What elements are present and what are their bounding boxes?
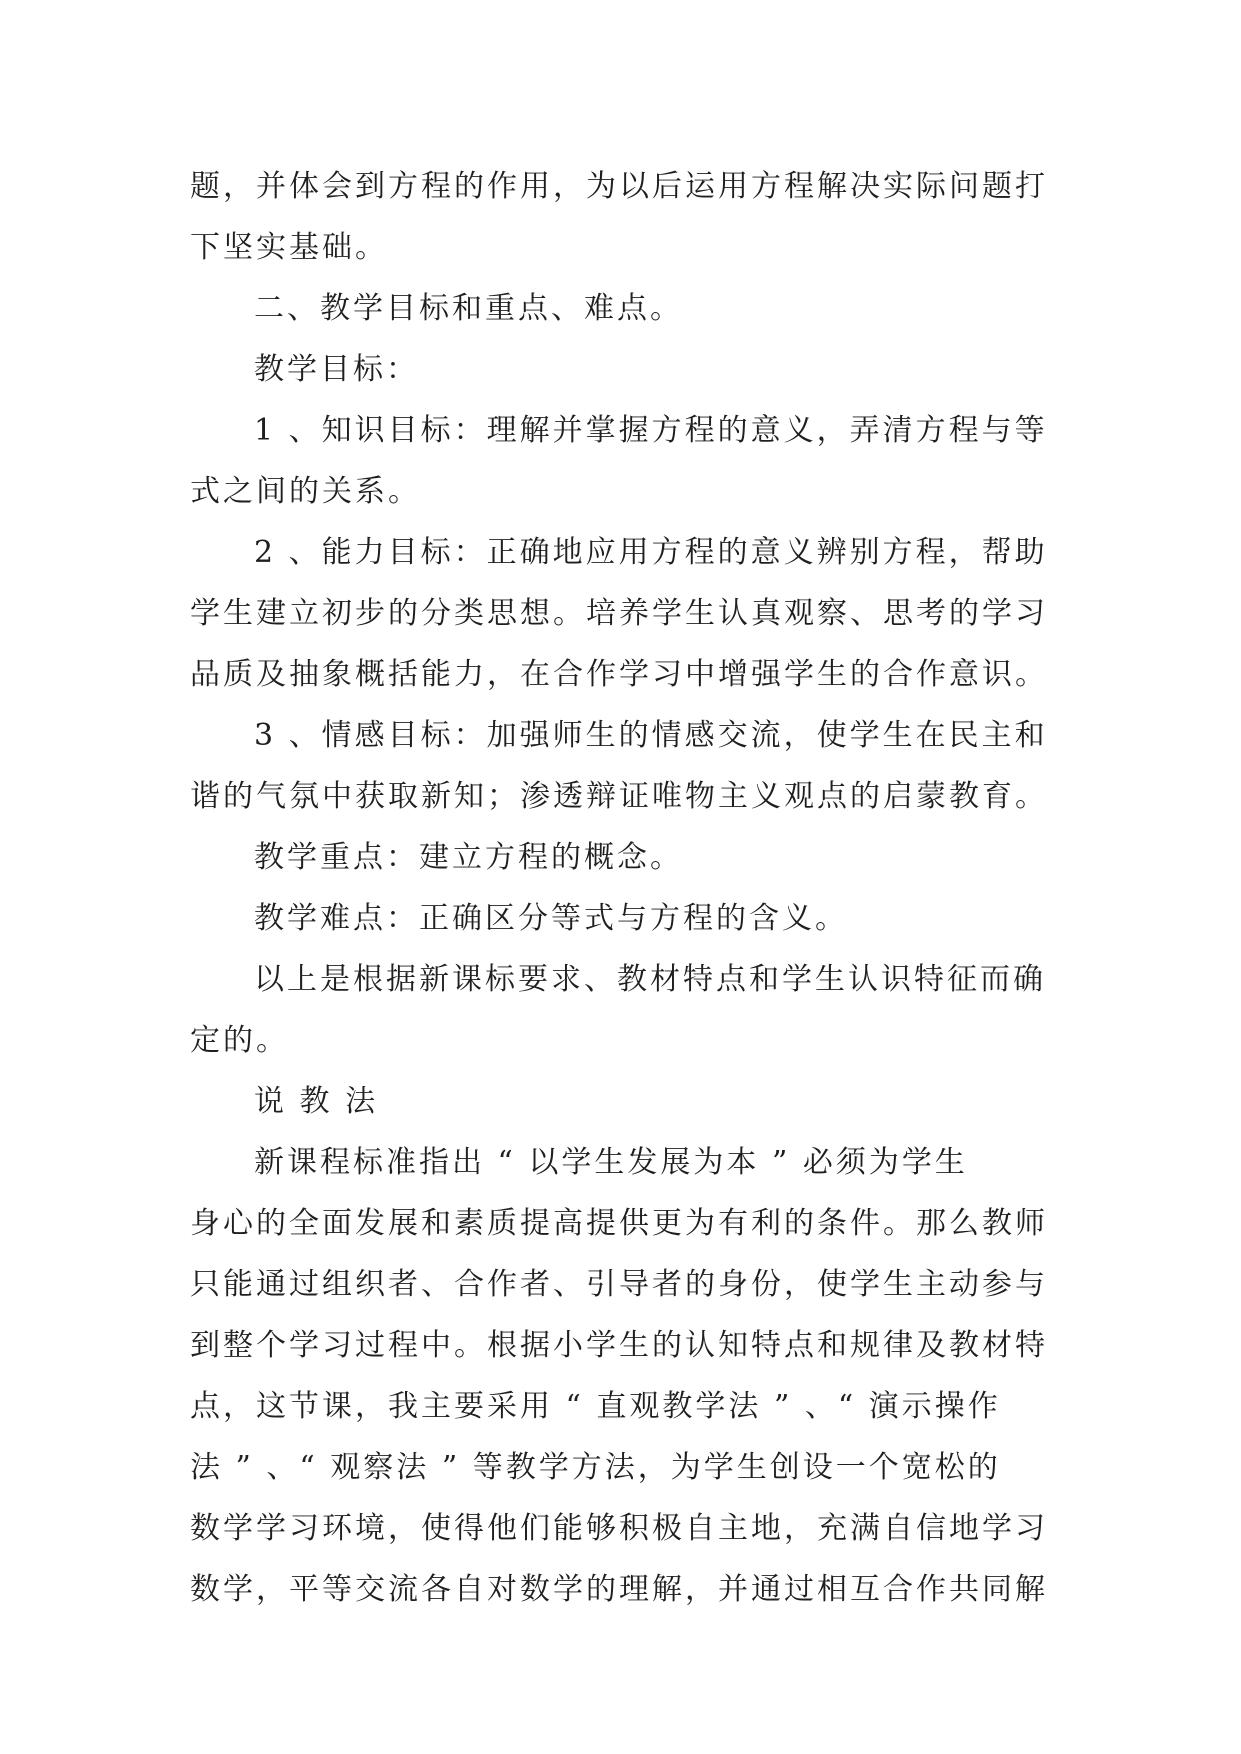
- text-line: 身心的全面发展和素质提高提供更为有利的条件。那么教师: [190, 1206, 1048, 1241]
- text-line: 式之间的关系。: [190, 474, 421, 509]
- text-line: 1 、知识目标：理解并掌握方程的意义，弄清方程与等: [254, 413, 1048, 448]
- text-line: 教学重点：建立方程的概念。: [254, 840, 683, 875]
- text-line: 谐的气氛中获取新知；渗透辩证唯物主义观点的启蒙教育。: [190, 779, 1048, 814]
- text-line: 品质及抽象概括能力，在合作学习中增强学生的合作意识。: [190, 657, 1048, 692]
- text-line: 新课程标准指出 “ 以学生发展为本 ” 必须为学生: [254, 1145, 968, 1180]
- body-text: [190, 156, 1070, 1620]
- subheading: 教学目标：: [254, 352, 419, 387]
- text-line: 到整个学习过程中。根据小学生的认知特点和规律及教材特: [190, 1328, 1048, 1363]
- text-line: 2 、能力目标：正确地应用方程的意义辨别方程，帮助: [254, 535, 1048, 570]
- text-line: 以上是根据新课标要求、教材特点和学生认识特征而确: [254, 962, 1046, 997]
- section-heading: 二、教学目标和重点、难点。: [254, 291, 683, 326]
- text-line: 题，并体会到方程的作用，为以后运用方程解决实际问题打: [190, 169, 1048, 204]
- text-line: 教学难点：正确区分等式与方程的含义。: [254, 901, 848, 936]
- text-line: 下坚实基础。: [190, 230, 388, 265]
- section-heading: 说 教 法: [254, 1084, 379, 1119]
- text-line: 3 、情感目标：加强师生的情感交流，使学生在民主和: [254, 718, 1048, 753]
- text-line: 定的。: [190, 1023, 289, 1058]
- text-line: 数学学习环境，使得他们能够积极自主地，充满自信地学习: [190, 1511, 1048, 1546]
- text-line: 数学，平等交流各自对数学的理解，并通过相互合作共同解: [190, 1572, 1048, 1607]
- text-line: 学生建立初步的分类思想。培养学生认真观察、思考的学习: [190, 596, 1048, 631]
- text-line: 只能通过组织者、合作者、引导者的身份，使学生主动参与: [190, 1267, 1048, 1302]
- text-line: 法 ” 、“ 观察法 ” 等教学方法，为学生创设一个宽松的: [190, 1450, 1001, 1485]
- text-line: 点，这节课，我主要采用 “ 直观教学法 ” 、“ 演示操作: [190, 1389, 1001, 1424]
